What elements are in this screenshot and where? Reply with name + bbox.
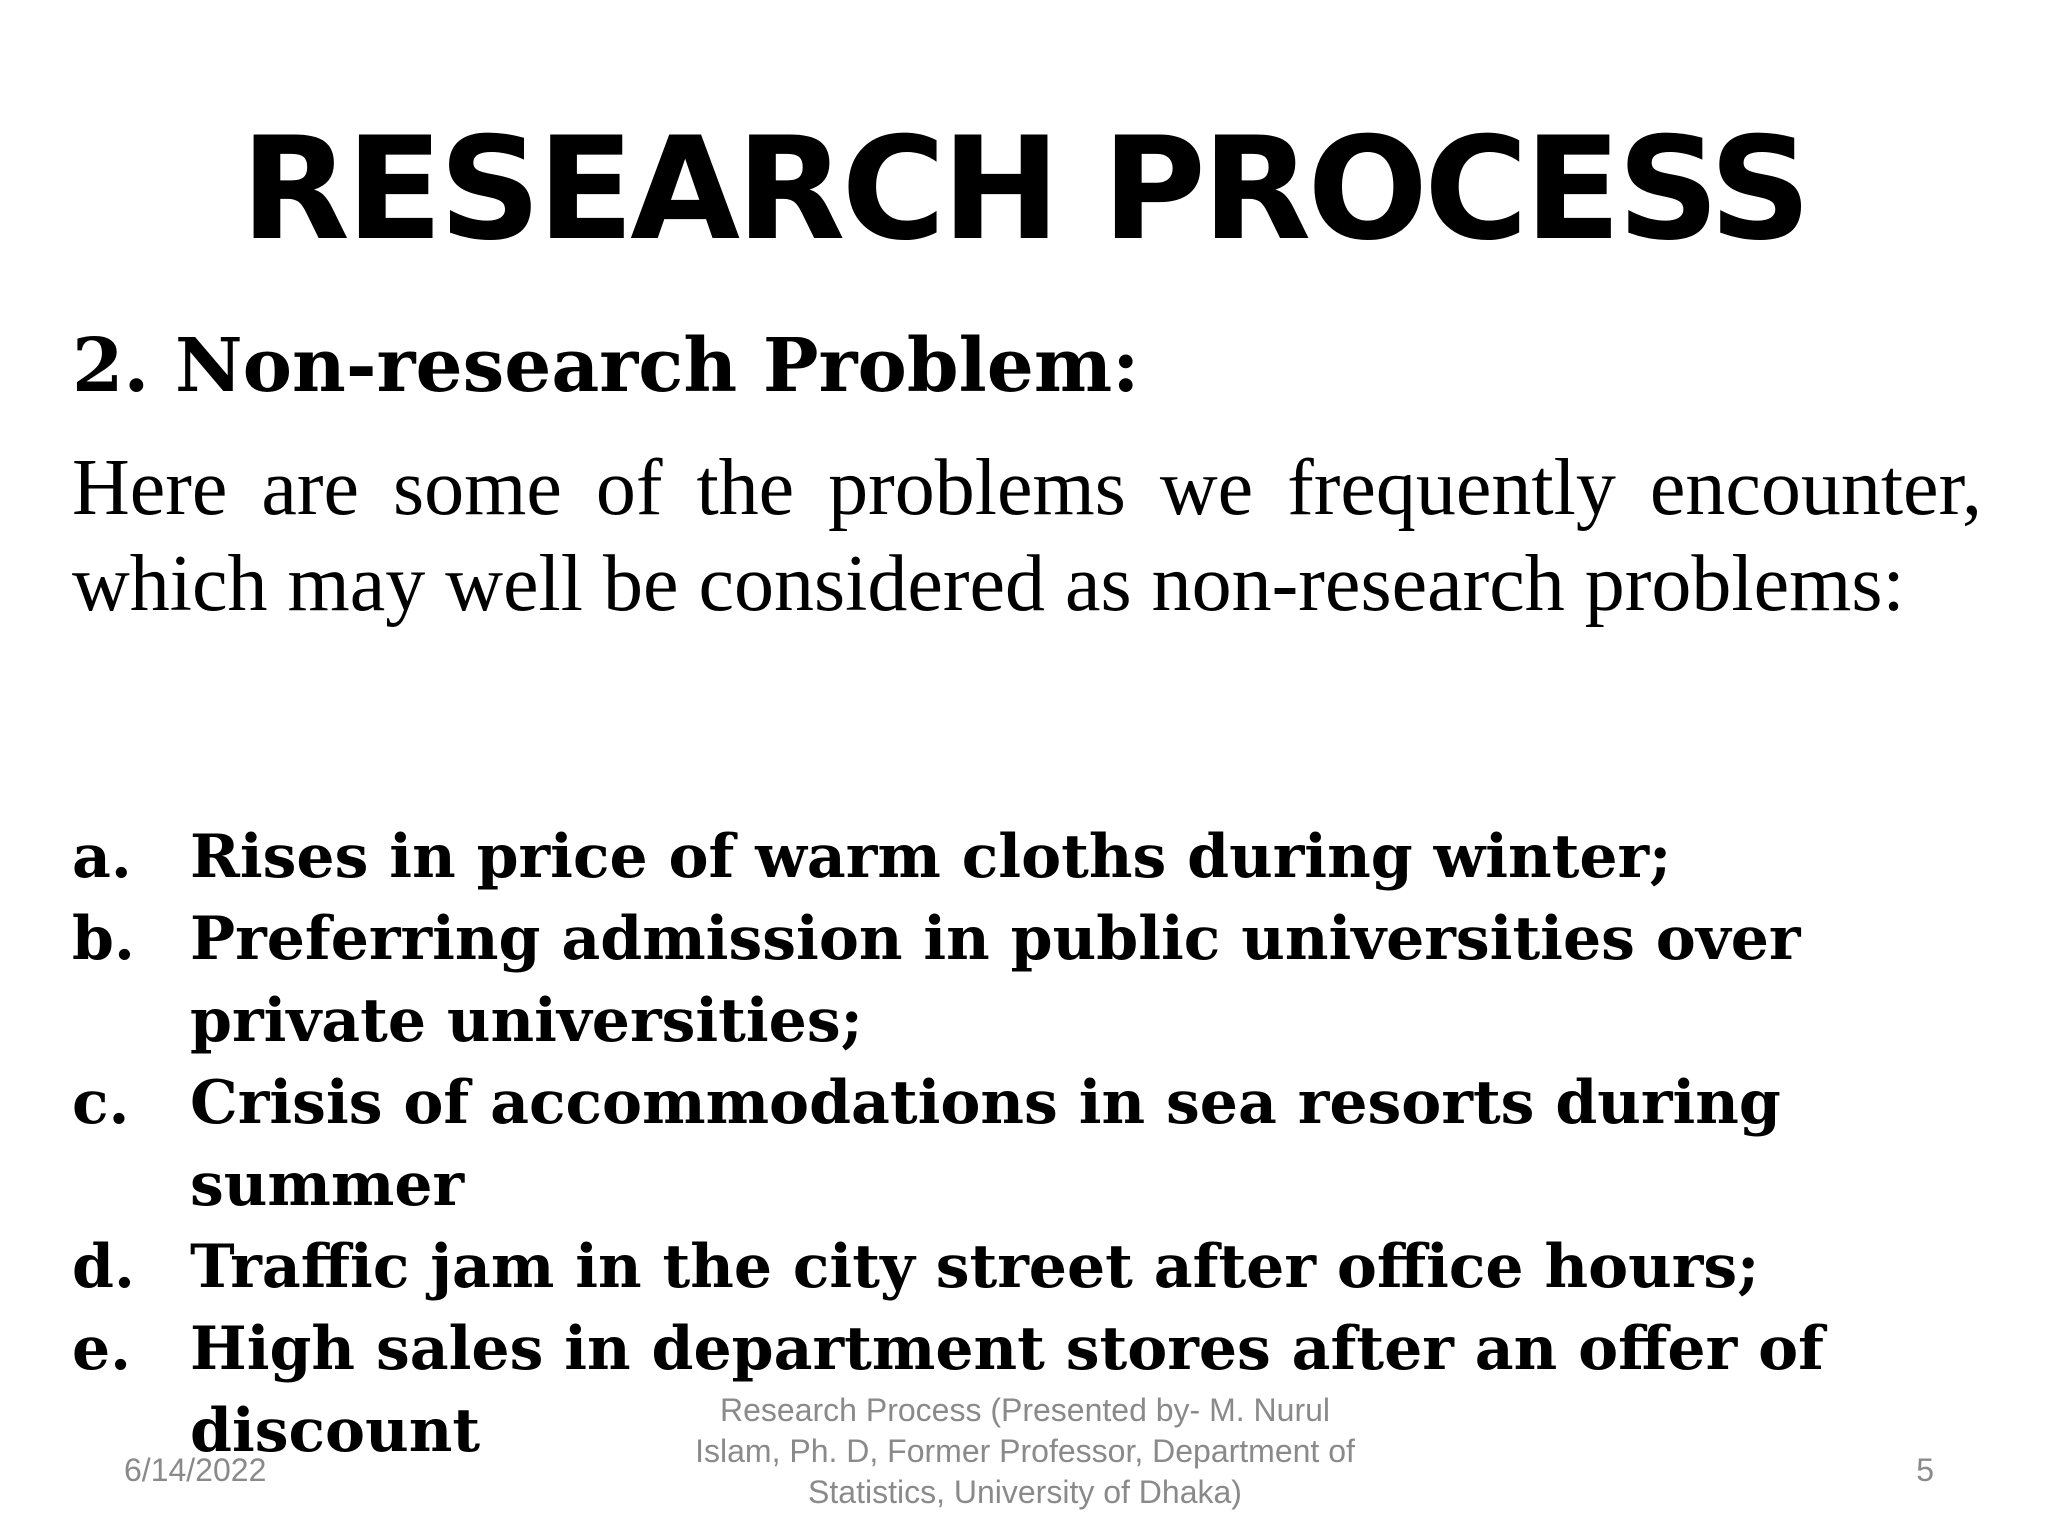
slide-title: RESEARCH PROCESS — [240, 107, 1808, 272]
intro-paragraph: Here are some of the problems we frequently encounter, which may well be considered as non-research problems: — [72, 444, 1982, 628]
list-marker: a. — [72, 822, 132, 892]
page-number: 5 — [1916, 1452, 1934, 1488]
list-item-text: Rises in price of warm cloths during winter; — [190, 822, 1672, 892]
list-marker: c. — [72, 1068, 130, 1138]
list-marker: e. — [72, 1314, 132, 1384]
footer-date: 6/14/2022 — [124, 1452, 267, 1488]
list-item-text: High sales in department stores after an offer of discount — [190, 1314, 1824, 1466]
list-item — [72, 1062, 2002, 1226]
list-item-text: Traffic jam in the city street after office hours; — [190, 1232, 1760, 1302]
list-marker: d. — [72, 1232, 135, 1302]
problem-list — [72, 816, 2002, 1472]
list-item-text: Crisis of accommodations in sea resorts during summer — [190, 1068, 1781, 1220]
list-marker: b. — [72, 904, 135, 974]
list-item — [72, 898, 2002, 1062]
list-item-text: Preferring admission in public universities over private universities; — [190, 904, 1801, 1056]
list-item — [72, 1226, 2002, 1308]
footer-presenter-text: Research Process (Presented by- M. Nurul Islam, Ph. D, Former Professor, Department of Statistics, University of Dhaka) — [695, 1392, 1355, 1510]
list-item — [72, 816, 2002, 898]
slide-subtitle: 2. Non-research Problem: — [72, 323, 1140, 409]
